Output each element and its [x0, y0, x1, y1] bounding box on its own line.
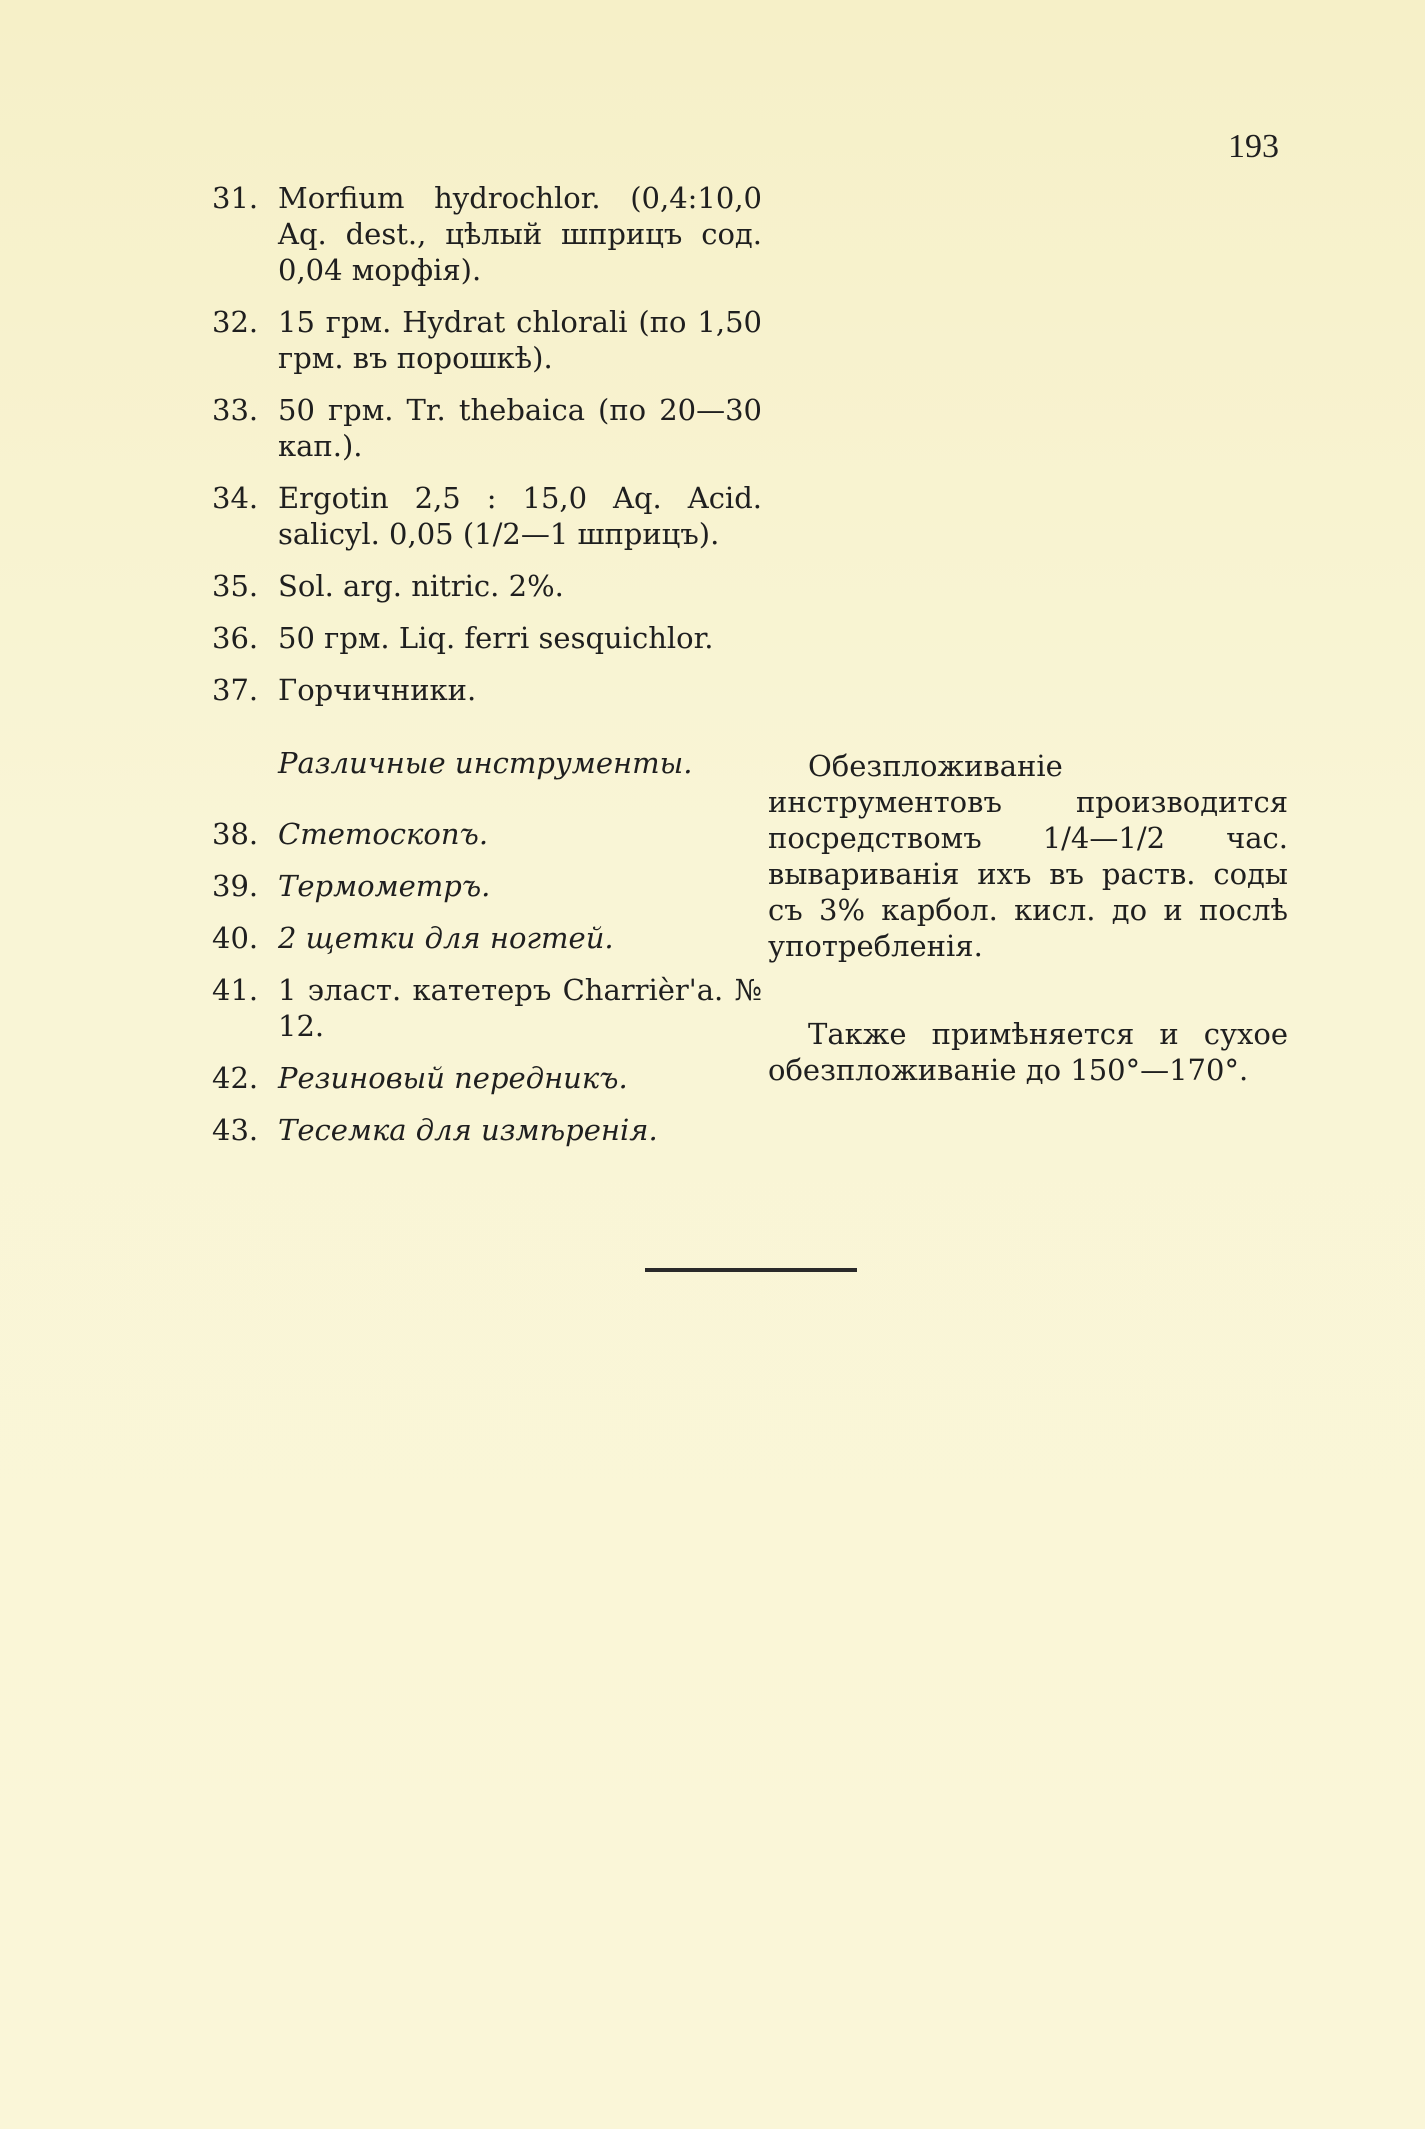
item-number: 43.	[212, 1113, 259, 1147]
item-number: 36.	[212, 621, 259, 655]
item-text: Sol. arg. nitric. 2%.	[278, 569, 564, 603]
list-item	[212, 480, 762, 552]
item-number: 35.	[212, 569, 259, 603]
right-column	[768, 748, 1288, 1140]
item-text: 50 грм. Liq. ferri sesquichlor.	[278, 621, 714, 655]
item-number: 32.	[212, 305, 259, 339]
end-rule	[645, 1268, 857, 1272]
item-number: 33.	[212, 393, 259, 427]
item-number: 31.	[212, 181, 259, 215]
list-item	[212, 672, 762, 708]
sterilization-paragraph: Обезпложиваніе инструментовъ производится посредствомъ 1/4—1/2 час. вывариванія ихъ въ раств. соды съ 3% карбол. кисл. до и послѣ употребленія.	[768, 749, 1288, 963]
list-item	[212, 1112, 762, 1148]
item-number: 40.	[212, 921, 259, 955]
list-item	[212, 816, 762, 852]
item-text: Резиновый передникъ.	[278, 1061, 628, 1095]
list-item	[212, 920, 762, 956]
item-text: 50 грм. Tr. thebaica (по 20—30 кап.).	[278, 393, 762, 463]
item-number: 41.	[212, 973, 259, 1007]
item-text: 2 щетки для ногтей.	[278, 921, 614, 955]
left-column	[212, 180, 762, 1164]
item-text: Горчичники.	[278, 673, 477, 707]
page-number: 193	[1228, 128, 1279, 165]
item-text: Ergotin 2,5 : 15,0 Aq. Acid. salicyl. 0,05 (1/2—1 шприцъ).	[278, 481, 762, 551]
item-number: 42.	[212, 1061, 259, 1095]
item-text: Термометръ.	[278, 869, 491, 903]
item-text: Тесемка для измѣренія.	[278, 1113, 658, 1147]
list-item	[212, 180, 762, 288]
list-item	[212, 304, 762, 376]
list-item	[212, 620, 762, 656]
list-item	[212, 392, 762, 464]
item-text: Morfium hydrochlor. (0,4:10,0 Aq. dest., цѣлый шприцъ сод. 0,04 морфія).	[278, 181, 762, 287]
list-item	[212, 568, 762, 604]
item-number: 39.	[212, 869, 259, 903]
item-text: 1 эласт. катетеръ Charrièr'a. № 12.	[278, 973, 762, 1043]
item-number: 37.	[212, 673, 259, 707]
item-text: Стетоскопъ.	[278, 817, 489, 851]
item-number: 38.	[212, 817, 259, 851]
dry-sterilization-paragraph: Также примѣняется и сухое обезпложиваніе до 150°—170°.	[768, 1017, 1288, 1087]
list-item	[212, 868, 762, 904]
list-item	[212, 972, 762, 1044]
list-item	[212, 1060, 762, 1096]
section-heading: Различные инструменты.	[278, 746, 693, 780]
item-text: 15 грм. Hydrat chlorali (по 1,50 грм. въ порошкѣ).	[278, 305, 762, 375]
item-number: 34.	[212, 481, 259, 515]
